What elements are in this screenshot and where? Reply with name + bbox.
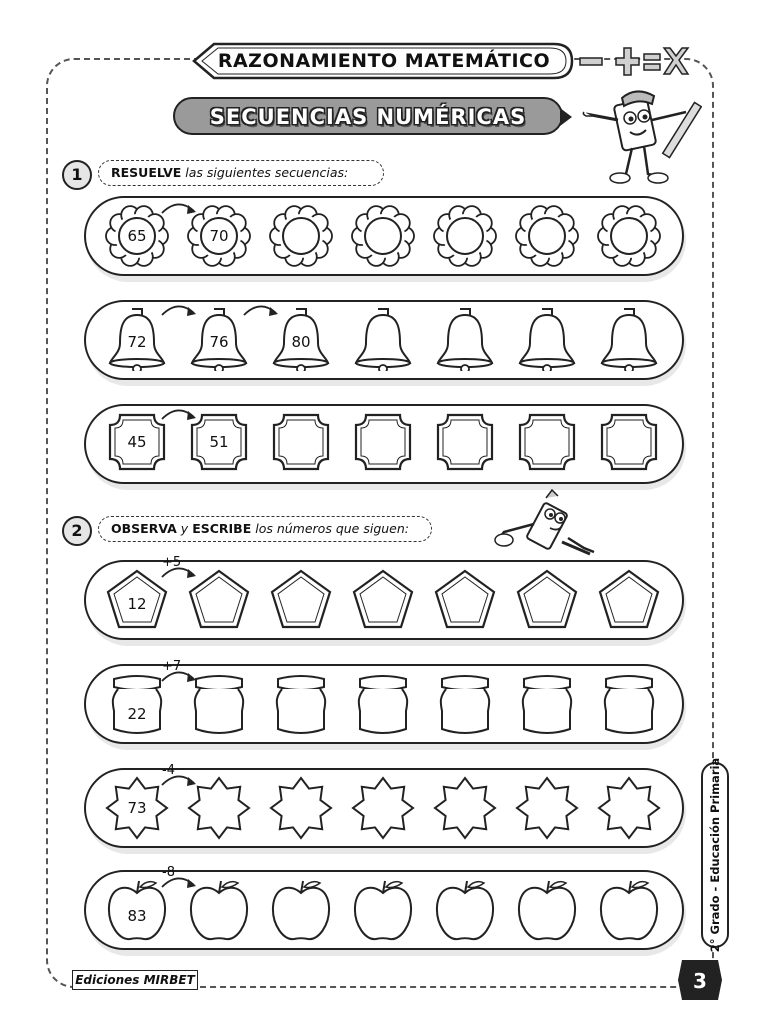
jar-icon (350, 671, 416, 737)
sequence-number: 73 (127, 799, 147, 817)
sequence-number: 51 (209, 433, 229, 451)
flower-icon (432, 203, 498, 269)
bell-icon (432, 305, 498, 371)
sequence-cell-blank[interactable] (514, 409, 580, 475)
curved-arrow-icon (160, 301, 200, 323)
sequence-cell-blank[interactable] (350, 409, 416, 475)
pentagon-icon (514, 567, 580, 633)
bell-icon (350, 305, 416, 371)
subtitle: SECUENCIAS NUMÉRICAS (209, 105, 527, 129)
sequence-cell-blank[interactable] (514, 203, 580, 269)
section-1-instruction-verb: RESUELVE (111, 165, 182, 180)
octagon-icon (350, 409, 416, 475)
section-2-instruction-verb-1: OBSERVA (111, 521, 177, 536)
jar-icon (432, 671, 498, 737)
sequence-number: 70 (209, 227, 229, 245)
sequence-number: 76 (209, 333, 229, 351)
sequence-cell-blank[interactable] (514, 671, 580, 737)
sequence-cell-blank[interactable] (432, 203, 498, 269)
pentagon-icon (268, 567, 334, 633)
pentagon-icon (350, 567, 416, 633)
bell-icon (596, 305, 662, 371)
sequence-cell-blank[interactable] (432, 877, 498, 943)
sequence-cell-blank[interactable] (514, 775, 580, 841)
star-icon (268, 775, 334, 841)
step-hint: -4 (162, 763, 175, 778)
bell-icon (514, 305, 580, 371)
curved-arrow-icon (160, 199, 200, 221)
page-title: RAZONAMIENTO MATEMÁTICO (217, 50, 551, 72)
grade-label: 2° Grado - Educación Primaria (708, 757, 722, 953)
sequence-cell-blank[interactable] (350, 567, 416, 633)
sequence-cell-blank[interactable] (432, 775, 498, 841)
pencil-mascot-pointing-icon (582, 84, 702, 192)
sequence-cell-blank[interactable] (432, 305, 498, 371)
star-icon (596, 775, 662, 841)
jar-icon (596, 671, 662, 737)
star-icon (350, 775, 416, 841)
section-2-number: 2 (62, 516, 92, 546)
octagon-icon (514, 409, 580, 475)
flower-icon (350, 203, 416, 269)
star-icon (432, 775, 498, 841)
sequence-cell-blank[interactable] (268, 409, 334, 475)
pencil-mascot-lying-icon (494, 488, 604, 558)
jar-icon (514, 671, 580, 737)
section-1-instruction-text: las siguientes secuencias: (181, 165, 349, 180)
page-number: 3 (693, 969, 707, 993)
apple-icon (350, 877, 416, 943)
section-2-instruction-verb-2: ESCRIBE (192, 521, 252, 536)
sequence-cell-blank[interactable] (350, 203, 416, 269)
sequence-cell-blank[interactable] (268, 775, 334, 841)
sequence-cell-blank[interactable] (350, 305, 416, 371)
sequence-number: 45 (127, 433, 147, 451)
sequence-cell-blank[interactable] (432, 671, 498, 737)
flower-icon (268, 203, 334, 269)
octagon-icon (596, 409, 662, 475)
sequence-cell-blank[interactable] (596, 775, 662, 841)
apple-icon (514, 877, 580, 943)
apple-icon (268, 877, 334, 943)
step-hint: +5 (162, 555, 182, 570)
sequence-cell-blank[interactable] (350, 877, 416, 943)
sequence-cell-blank[interactable] (268, 671, 334, 737)
math-operators-icon (578, 40, 690, 82)
octagon-icon (432, 409, 498, 475)
apple-icon (596, 877, 662, 943)
octagon-icon (268, 409, 334, 475)
sequence-number: 12 (127, 595, 147, 613)
section-2-instruction (98, 516, 432, 542)
flower-icon (514, 203, 580, 269)
sequence-cell-blank[interactable] (432, 567, 498, 633)
sequence-number: 65 (127, 227, 147, 245)
publisher-label: Ediciones MIRBET (72, 970, 198, 990)
sequence-cell-blank[interactable] (350, 775, 416, 841)
sequence-number: 83 (127, 907, 147, 925)
curved-arrow-icon (160, 405, 200, 427)
section-1-instruction (98, 160, 384, 186)
sequence-number: 22 (127, 705, 147, 723)
sequence-cell-blank[interactable] (268, 203, 334, 269)
sequence-cell-blank[interactable] (514, 877, 580, 943)
jar-icon (268, 671, 334, 737)
apple-icon (432, 877, 498, 943)
sequence-number: 80 (291, 333, 311, 351)
sequence-cell-blank[interactable] (268, 567, 334, 633)
sequence-cell-blank[interactable] (596, 877, 662, 943)
sequence-cell-blank[interactable] (596, 305, 662, 371)
sequence-cell-blank[interactable] (268, 877, 334, 943)
section-2-instruction-connector: y (176, 521, 193, 536)
star-icon (514, 775, 580, 841)
sequence-cell-blank[interactable] (596, 203, 662, 269)
sequence-cell-blank[interactable] (596, 409, 662, 475)
pentagon-icon (596, 567, 662, 633)
sequence-cell-blank[interactable] (514, 305, 580, 371)
pentagon-icon (432, 567, 498, 633)
section-2-instruction-text: los números que siguen: (251, 521, 410, 536)
flower-icon (596, 203, 662, 269)
sequence-cell-blank[interactable] (432, 409, 498, 475)
sequence-number: 72 (127, 333, 147, 351)
step-hint: -8 (162, 865, 175, 880)
sequence-cell-blank[interactable] (596, 671, 662, 737)
sequence-cell-blank[interactable] (350, 671, 416, 737)
curved-arrow-icon (242, 301, 282, 323)
sequence-cell-blank[interactable] (514, 567, 580, 633)
sequence-cell-blank[interactable] (596, 567, 662, 633)
section-1-number: 1 (62, 160, 92, 190)
step-hint: +7 (162, 659, 182, 674)
